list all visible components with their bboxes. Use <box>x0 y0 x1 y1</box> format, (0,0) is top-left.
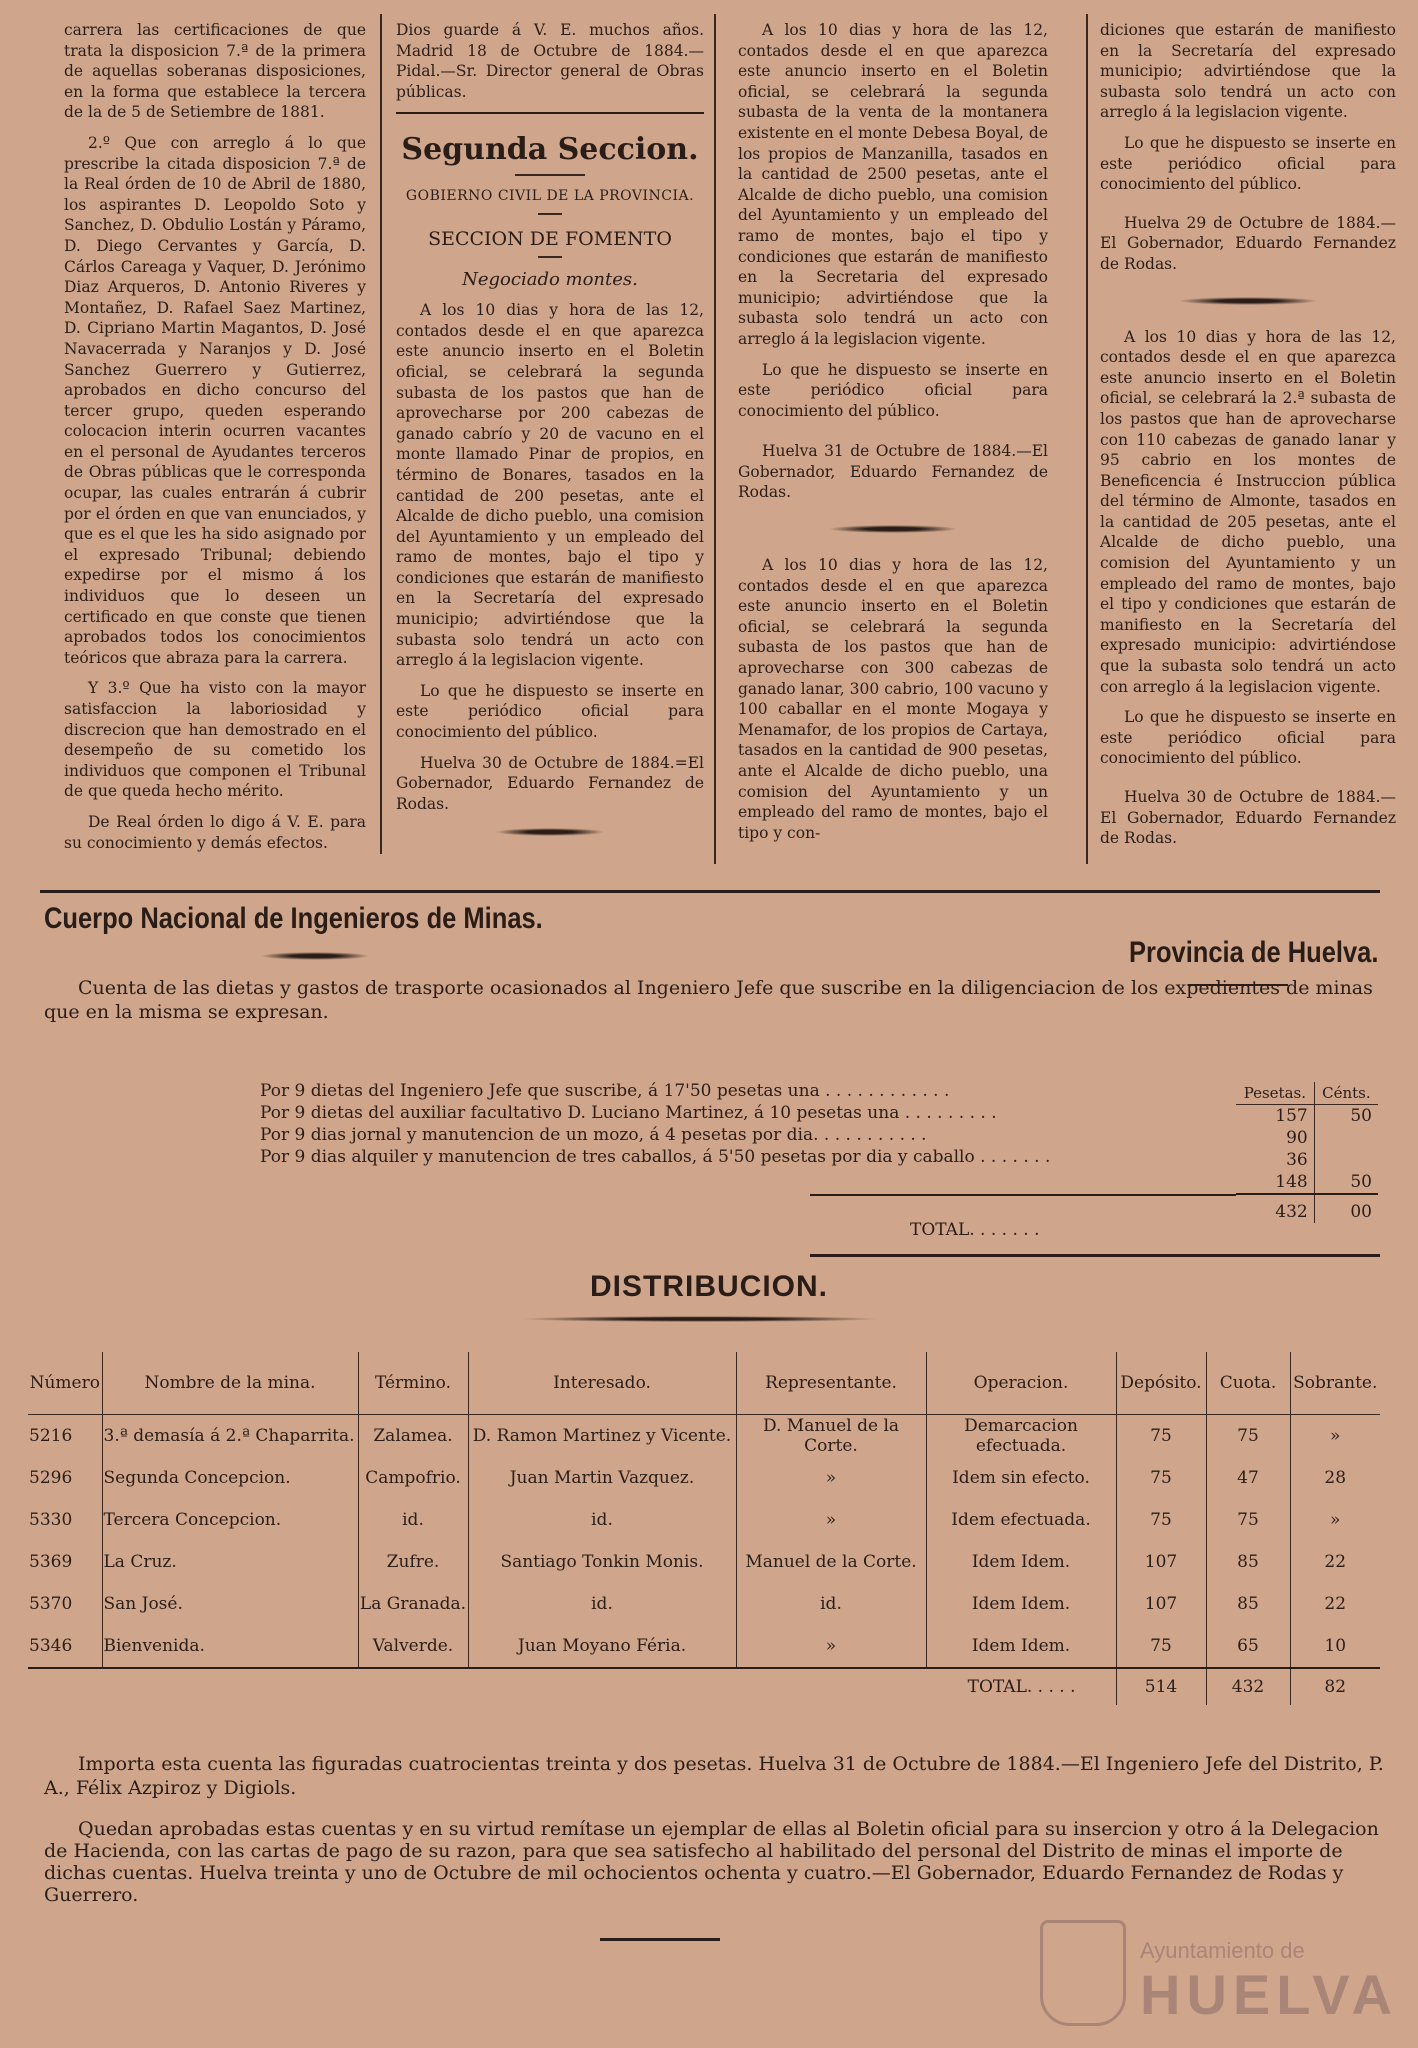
government-heading: GOBIERNO CIVIL DE LA PROVINCIA. <box>405 188 695 205</box>
col-header: Operacion. <box>926 1352 1116 1415</box>
cell-term: Zufre. <box>358 1541 468 1583</box>
table-row <box>28 1541 1380 1583</box>
cell-representative: » <box>736 1625 926 1668</box>
cell-operation: Idem Idem. <box>926 1541 1116 1583</box>
cell-deposit: 75 <box>1116 1415 1206 1458</box>
col4-paragraph: diciones que estarán de manifiesto en la Secretaría del expresado municipio; advirtiéndose que la subasta solo tendrá un acto con arreglo á la legislacion vigente. <box>1100 21 1396 122</box>
cost-cents: 50 <box>1350 1172 1372 1192</box>
cost-cents: 50 <box>1350 1106 1372 1126</box>
ornament-rule <box>1178 297 1318 305</box>
cell-term: Zalamea. <box>358 1415 468 1458</box>
fomento-heading: SECCION DE FOMENTO <box>428 227 672 250</box>
column-divider <box>380 14 382 854</box>
col-header: Representante. <box>736 1352 926 1415</box>
col-header: Depósito. <box>1116 1352 1206 1415</box>
cell-mine-name: La Cruz. <box>102 1541 358 1583</box>
cell-representative: » <box>736 1499 926 1541</box>
cell-interested: id. <box>468 1583 736 1625</box>
cell-deposit: 75 <box>1116 1625 1206 1668</box>
cost-pesetas: 36 <box>1236 1149 1314 1171</box>
cell-operation: Idem efectuada. <box>926 1499 1116 1541</box>
col1-paragraph: carrera las certificaciones de que trata la disposicion 7.ª de la primera de aquellas soberanas disposiciones, en la forma que establece la tercera de la de 5 de Setiembre de 1881. <box>64 21 366 122</box>
pesetas-header: Pesetas. <box>1236 1082 1314 1105</box>
city-crest-icon <box>1040 1920 1126 2026</box>
column-3 <box>738 20 1048 843</box>
account-summary: Importa esta cuenta las figuradas cuatrocientas treinta y dos pesetas. Huelva 31 de Octubre de 1884.—El Ingeniero Jefe del Distrito, P. A., Félix Azpiroz y Digiols. <box>44 1753 1384 1799</box>
cost-cents <box>1314 1149 1378 1171</box>
cell-deposit: 75 <box>1116 1457 1206 1499</box>
cost-total-label: TOTAL. . . . . . . <box>910 1220 1040 1240</box>
col3-paragraph: A los 10 dias y hora de las 12, contados desde el en que aparezca este anuncio inserto en el Boletin oficial, se celebrará la segunda subasta de la venta de la montanera existente en el monte Debesa Boyal, de los propios de Manzanilla, tasados en la cantidad de 2500 pesetas, ante el Alcalde de dicho pueblo, una comision del Ayuntamiento y un empleado del ramo de montes, bajo el tipo y condiciones que estarán de manifiesto en la Secretaria del expresado municipio; advirtiéndose que la subasta solo tendrá un acto con arreglo á la legislacion vigente. <box>738 21 1048 348</box>
col-header: Número <box>28 1352 102 1415</box>
cost-cents <box>1314 1127 1378 1149</box>
col4-signature: Huelva 29 de Octubre de 1884.—El Gobernador, Eduardo Fernandez de Rodas. <box>1100 213 1396 273</box>
col-header: Cuota. <box>1206 1352 1290 1415</box>
section-rule <box>396 112 704 114</box>
province-title: Provincia de Huelva. <box>1128 936 1378 969</box>
col-header: Nombre de la mina. <box>102 1352 358 1415</box>
cell-operation: Idem sin efecto. <box>926 1457 1116 1499</box>
short-rule <box>538 256 562 258</box>
distribution-table <box>28 1352 1380 1705</box>
col-header: Interesado. <box>468 1352 736 1415</box>
cell-representative: » <box>736 1457 926 1499</box>
cell-number: 5330 <box>28 1499 102 1541</box>
col4-paragraph: A los 10 dias y hora de las 12, contados desde el en que aparezca este anuncio inserto en el Boletin oficial, se celebrará la 2.ª subasta de los pastos que han de aprovecharse con 110 cabezas de ganado lanar y 95 cabrio en los montes de Beneficencia é Instruccion pública del término de Almonte, tasados en la cantidad de 205 pesetas, ante el Alcalde de dicho pueblo, una comision del Ayuntamiento y un empleado del ramo de montes, bajo el tipo y condiciones que estarán de manifiesto en la Secretaría del expresado municipio: advirtiéndose que la subasta solo tendrá un acto con arreglo á la legislacion vigente. <box>1100 327 1396 696</box>
total-pesetas: 432 <box>1236 1194 1314 1223</box>
cell-interested: Juan Martin Vazquez. <box>468 1457 736 1499</box>
distribution-total-label: TOTAL. . . . . <box>28 1668 1116 1705</box>
column-2 <box>396 20 704 850</box>
col1-paragraph: De Real órden lo digo á V. E. para su conocimiento y demás efectos. <box>64 812 366 852</box>
column-4 <box>1100 20 1396 849</box>
table-row <box>28 1625 1380 1668</box>
total-surplus: 82 <box>1290 1668 1380 1705</box>
cell-representative: id. <box>736 1583 926 1625</box>
cost-line: Por 9 dietas del Ingeniero Jefe que suscribe, á 17'50 pesetas una . . . . . . . . . . . . <box>260 1081 950 1101</box>
table-row <box>28 1499 1380 1541</box>
cell-deposit: 107 <box>1116 1541 1206 1583</box>
cost-line: Por 9 dietas del auxiliar facultativo D. Luciano Martinez, á 10 pesetas una . . . . . . . . . <box>260 1103 997 1123</box>
col3-paragraph: A los 10 dias y hora de las 12, contados desde el en que aparezca este anuncio inserto en el Boletin oficial, se celebrará la segunda subasta de los pastos que han de aprovecharse con 300 cabezas de ganado lanar, 300 cabrio, 100 vacuno y 100 caballar en el monte Mogaya y Menamafor, de los propios de Cartaya, tasados en la cantidad de 900 pesetas, ante el Alcalde de dicho pueblo, una comision del Ayuntamiento y un empleado del ramo de montes, bajo el tipo y con- <box>738 556 1048 842</box>
ornament-rule <box>260 952 370 960</box>
total-quota: 432 <box>1206 1668 1290 1705</box>
cell-term: Campofrio. <box>358 1457 468 1499</box>
section-divider-rule <box>40 890 1380 893</box>
cell-quota: 65 <box>1206 1625 1290 1668</box>
col4-signature: Huelva 30 de Octubre de 1884.—El Gobernador, Eduardo Fernandez de Rodas. <box>1100 788 1396 848</box>
cell-term: Valverde. <box>358 1625 468 1668</box>
mines-body-title: Cuerpo Nacional de Ingenieros de Minas. <box>44 902 543 935</box>
cell-number: 5370 <box>28 1583 102 1625</box>
cell-operation: Idem Idem. <box>926 1625 1116 1668</box>
table-row <box>28 1583 1380 1625</box>
cents-header: Cénts. <box>1314 1082 1378 1105</box>
cost-line: Por 9 dias alquiler y manutencion de tres caballos, á 5'50 pesetas por dia y caballo . . . . . . . <box>260 1147 1051 1167</box>
cell-mine-name: Bienvenida. <box>102 1625 358 1668</box>
cell-mine-name: Segunda Concepcion. <box>102 1457 358 1499</box>
cell-number: 5216 <box>28 1415 102 1458</box>
cell-quota: 85 <box>1206 1583 1290 1625</box>
cell-quota: 75 <box>1206 1499 1290 1541</box>
watermark-line-1: Ayuntamiento de <box>1140 1938 1305 1963</box>
cell-mine-name: Tercera Concepcion. <box>102 1499 358 1541</box>
cost-lines <box>260 1080 1050 1168</box>
approval-paragraph: Quedan aprobadas estas cuentas y en su virtud remítase un ejemplar de ellas al Boletin oficial para su insercion y otro á la Delegacion de Hacienda, con las cartas de pago de su razon, para que sea satisfecho al habilitado del personal del Distrito de minas el importe de dichas cuentas. Huelva treinta y uno de Octubre de mil ochocientos ochenta y cuatro.—El Gobernador, Eduardo Fernandez de Rodas y Guerrero. <box>44 1818 1379 1906</box>
total-deposit: 514 <box>1116 1668 1206 1705</box>
total-rule <box>810 1194 1236 1196</box>
cost-pesetas: 157 <box>1236 1105 1314 1128</box>
col1-paragraph: 2.º Que con arreglo á lo que prescribe la citada disposicion 7.ª de la Real órden de 10 de Abril de 1880, los aspirantes D. Leopoldo Soto y Sanchez, D. Obdulio Lostán y Páramo, D. Diego Cervantes y García, D. Cárlos Careaga y Vaquer, D. Jerónimo Diaz Arqueros, D. Antonio Riveres y Montañez, D. Rafael Saez Martinez, D. Cipriano Martin Magantos, D. José Navacerrada y Naranjos y D. José Sanchez Guerrero y Gutierrez, aprobados en dicho concurso del tercer grupo, queden esperando colocacion interin ocurren vacantes en el personal de Ayudantes terceros de Obras públicas que le corresponda ocupar, las cuales entrarán á cubrir por el órden en que van enunciados, y que es el que les ha sido asignado por el expresado Tribunal; debiendo expedirse por el mismo á los individuos que lo deseen un certificado en que conste que tienen aprobados todos los conocimientos teóricos que abraza para la carrera. <box>64 133 366 667</box>
cell-deposit: 75 <box>1116 1499 1206 1541</box>
col3-signature: Huelva 31 de Octubre de 1884.—El Gobernador, Eduardo Fernandez de Rodas. <box>738 442 1048 502</box>
short-rule <box>515 174 585 176</box>
cell-term: id. <box>358 1499 468 1541</box>
short-rule <box>538 213 562 215</box>
cell-surplus: 22 <box>1324 1594 1347 1614</box>
col3-paragraph: Lo que he dispuesto se inserte en este periódico oficial para conocimiento del público. <box>738 360 1048 420</box>
section-heading: Segunda Seccion. <box>401 132 699 168</box>
cost-pesetas: 90 <box>1236 1127 1314 1149</box>
cell-mine-name: 3.ª demasía á 2.ª Chaparrita. <box>102 1415 358 1458</box>
column-divider <box>714 14 716 864</box>
col2-paragraph: Dios guarde á V. E. muchos años. Madrid 18 de Octubre de 1884.—Pidal.—Sr. Director general de Obras públicas. <box>396 21 704 101</box>
cell-surplus: 22 <box>1324 1552 1347 1572</box>
cell-surplus: 10 <box>1324 1636 1347 1656</box>
cell-surplus: » <box>1330 1510 1341 1530</box>
col-header: Sobrante. <box>1290 1352 1380 1415</box>
cell-operation: Demarcacion efectuada. <box>926 1415 1116 1458</box>
cell-interested: D. Ramon Martinez y Vicente. <box>468 1415 736 1458</box>
cell-interested: id. <box>468 1499 736 1541</box>
cell-term: La Granada. <box>358 1583 468 1625</box>
table-row <box>28 1415 1380 1458</box>
cell-surplus: 28 <box>1324 1468 1347 1488</box>
cell-number: 5369 <box>28 1541 102 1583</box>
table-row <box>28 1457 1380 1499</box>
ornament-rule <box>520 1316 880 1322</box>
cost-pesetas: 148 <box>1236 1171 1314 1194</box>
column-divider <box>1086 14 1088 864</box>
cell-operation: Idem Idem. <box>926 1583 1116 1625</box>
cell-quota: 47 <box>1206 1457 1290 1499</box>
column-1 <box>64 20 366 853</box>
cell-mine-name: San José. <box>102 1583 358 1625</box>
cell-interested: Santiago Tonkin Monis. <box>468 1541 736 1583</box>
cell-quota: 85 <box>1206 1541 1290 1583</box>
negociado-heading: Negociado montes. <box>462 268 638 290</box>
account-intro: Cuenta de las dietas y gastos de trasporte ocasionados al Ingeniero Jefe que suscribe en la diligenciacion de los expedientes de minas que en la misma se expresan. <box>44 977 1373 1023</box>
cell-surplus: » <box>1330 1426 1341 1446</box>
col4-paragraph: Lo que he dispuesto se inserte en este periódico oficial para conocimiento del público. <box>1100 133 1396 194</box>
cell-deposit: 107 <box>1116 1583 1206 1625</box>
distribution-title: DISTRIBUCION. <box>590 1270 828 1303</box>
total-rule <box>810 1254 1380 1257</box>
col2-paragraph: A los 10 dias y hora de las 12, contados desde el en que aparezca este anuncio inserto en el Boletin oficial, se celebrará la segunda subasta de los pastos que han de aprovecharse por 200 cabezas de ganado cabrío y 20 de vacuno en el monte llamado Pinar de propios, en término de Bonares, tasados en la cantidad de 200 pesetas, ante el Alcalde de dicho pueblo, una comision del Ayuntamiento y un empleado del ramo de montes, bajo el tipo y condiciones que estarán de manifiesto en la Secretaría del expresado municipio; advirtiéndose que la subasta solo tendrá un acto con arreglo á la legislacion vigente. <box>396 301 704 670</box>
cell-representative: Manuel de la Corte. <box>736 1541 926 1583</box>
total-cents: 00 <box>1314 1194 1378 1223</box>
col2-paragraph: Lo que he dispuesto se inserte en este periódico oficial para conocimiento del público. <box>396 681 704 742</box>
cost-amounts <box>1236 1082 1378 1223</box>
cell-representative: D. Manuel de la Corte. <box>736 1415 926 1458</box>
cell-interested: Juan Moyano Féria. <box>468 1625 736 1668</box>
cell-quota: 75 <box>1206 1415 1290 1458</box>
col2-signature: Huelva 30 de Octubre de 1884.=El Gobernador, Eduardo Fernandez de Rodas. <box>396 753 704 813</box>
cell-number: 5346 <box>28 1625 102 1668</box>
ornament-rule <box>828 525 958 533</box>
col4-paragraph: Lo que he dispuesto se inserte en este periódico oficial para conocimiento del público. <box>1100 708 1396 768</box>
cost-line: Por 9 dias jornal y manutencion de un mozo, á 4 pesetas por dia. . . . . . . . . . . <box>260 1125 927 1145</box>
col-header: Término. <box>358 1352 468 1415</box>
col1-paragraph: Y 3.º Que ha visto con la mayor satisfaccion la laboriosidad y discrecion que han demostrado en el desempeño de su cometido los individuos que componen el Tribunal de que queda hecho mérito. <box>64 679 366 801</box>
cell-number: 5296 <box>28 1457 102 1499</box>
watermark-line-2: HUELVA <box>1140 1963 1398 2026</box>
ornament-rule <box>495 828 605 836</box>
end-rule <box>600 1938 720 1941</box>
